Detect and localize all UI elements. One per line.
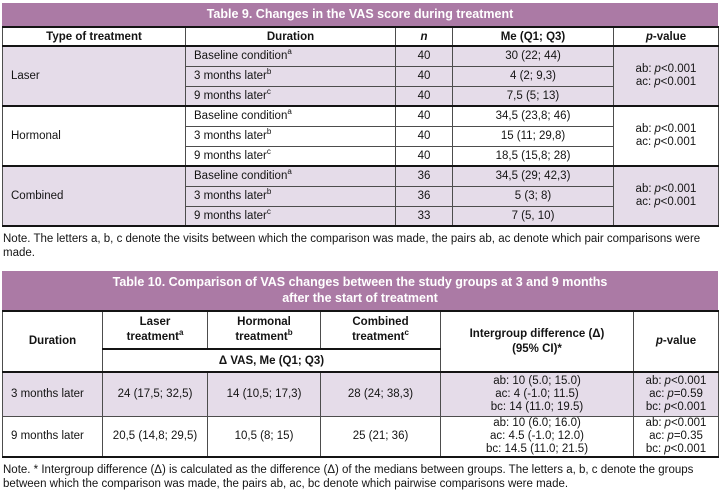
- treatment-line1: Hormonal: [237, 316, 291, 328]
- n-cell: 36: [396, 186, 453, 206]
- pair-label: ab:: [635, 123, 652, 135]
- col-header-type-of-treatment: Type of treatment: [3, 27, 186, 46]
- table9-header: [3, 27, 719, 46]
- table9-title-bar: Table 9. Changes in the VAS score during treatment: [2, 3, 718, 26]
- p-symbol: p: [664, 442, 671, 455]
- pair-label: ab:: [635, 63, 652, 75]
- duration-cell: [186, 146, 396, 166]
- p-symbol: p: [654, 63, 661, 75]
- col-header-combined-treatment: [321, 311, 441, 349]
- p-val: <0.001: [660, 196, 697, 208]
- me-cell: 7 (5, 10): [453, 206, 614, 226]
- n-cell: 40: [396, 46, 453, 66]
- me-cell: 15 (11; 29,8): [453, 126, 614, 146]
- table10-title-line1: Table 10. Comparison of VAS changes between the study groups at 3 and 9 months: [112, 275, 608, 289]
- combined-value-cell: 25 (21; 36): [321, 416, 441, 457]
- n-cell: 40: [396, 86, 453, 106]
- p-value-cell: [634, 372, 719, 416]
- p-val: <0.001: [660, 123, 697, 135]
- duration-label: 3 months later: [194, 70, 267, 82]
- duration-cell: [186, 166, 396, 186]
- me-cell: 18,5 (15,8; 28): [453, 146, 614, 166]
- duration-cell: 9 months later: [3, 416, 103, 457]
- pair-label: ac:: [649, 429, 665, 442]
- intergroup-line: ac: 4.5 (-1.0; 12.0): [490, 429, 584, 442]
- table9-body: [3, 46, 719, 226]
- p-line: [637, 430, 715, 443]
- n-cell: 40: [396, 126, 453, 146]
- p-symbol: p: [654, 183, 661, 195]
- duration-cell: [186, 86, 396, 106]
- footnote-sup: a: [178, 328, 184, 338]
- intergroup-line: ab: 10 (5.0; 15.0): [493, 374, 581, 387]
- me-cell: 4 (2; 9,3): [453, 66, 614, 86]
- pair-label: ab:: [635, 183, 652, 195]
- duration-cell: [186, 126, 396, 146]
- p-line: [617, 76, 715, 89]
- p-val: <0.001: [660, 63, 697, 75]
- n-cell: 40: [396, 66, 453, 86]
- col-header-laser-treatment: [103, 311, 208, 349]
- treatment-line1: Combined: [352, 316, 409, 328]
- combined-value-cell: 28 (24; 38,3): [321, 372, 441, 416]
- table-9: [2, 26, 719, 227]
- treatment-cell: Laser: [3, 46, 186, 106]
- treatment-line2: [106, 330, 204, 345]
- p-val: <0.001: [660, 183, 697, 195]
- p-line: [637, 388, 715, 401]
- pair-label: bc:: [645, 400, 662, 413]
- footnote-sup: c: [266, 86, 271, 96]
- pair-label: ac:: [635, 76, 652, 88]
- p-line: [637, 443, 715, 456]
- n-cell: 40: [396, 106, 453, 126]
- col-header-delta-vas: Δ VAS, Me (Q1; Q3): [103, 349, 441, 372]
- p-val: <0.001: [660, 76, 697, 88]
- footnote-sup: b: [266, 67, 272, 77]
- p-symbol: p: [667, 387, 674, 400]
- p-line: [617, 63, 715, 76]
- n-cell: 40: [396, 146, 453, 166]
- p-value-cell: [614, 106, 719, 166]
- p-symbol: p: [654, 123, 661, 135]
- p-symbol: p: [654, 196, 661, 208]
- table10-header-row1: [3, 311, 719, 349]
- treatment-cell: Hormonal: [3, 106, 186, 166]
- p-value-suffix: -value: [652, 30, 687, 43]
- treatment-word: treatment: [235, 331, 288, 343]
- duration-label: Baseline condition: [194, 170, 288, 183]
- p-val: <0.001: [670, 416, 707, 429]
- p-line: [617, 183, 715, 196]
- footnote-sup: c: [404, 328, 409, 338]
- p-val: <0.001: [670, 442, 707, 455]
- footnote-sup: b: [266, 127, 272, 137]
- p-line: [637, 375, 715, 388]
- duration-label: Baseline condition: [194, 50, 288, 63]
- hormonal-value-cell: 10,5 (8; 15): [208, 416, 321, 457]
- pair-label: ab:: [645, 374, 662, 387]
- hormonal-value-cell: 14 (10,5; 17,3): [208, 372, 321, 416]
- intergroup-line1: Intergroup difference (Δ): [469, 327, 605, 340]
- me-cell: 5 (3; 8): [453, 186, 614, 206]
- table-10: [2, 310, 719, 458]
- intergroup-line: ac: 4 (-1.0; 11.5): [495, 387, 579, 400]
- p-val: =0.59: [673, 387, 703, 400]
- pair-label: ac:: [649, 387, 665, 400]
- intergroup-cell: [441, 372, 634, 416]
- table-row: [3, 372, 719, 416]
- pair-label: ac:: [635, 136, 652, 148]
- col-header-n: [396, 27, 453, 46]
- duration-label: 9 months later: [194, 209, 267, 222]
- pair-label: ab:: [645, 416, 662, 429]
- treatment-line2: [324, 330, 437, 345]
- p-symbol: p: [654, 136, 661, 148]
- col-header-p-value: [614, 27, 719, 46]
- col-header-hormonal-treatment: [208, 311, 321, 349]
- table10-title-line2: after the start of treatment: [282, 291, 438, 305]
- col-header-duration: Duration: [186, 27, 396, 46]
- p-symbol: p: [654, 76, 661, 88]
- p-val: <0.001: [660, 136, 697, 148]
- duration-label: 9 months later: [194, 149, 267, 162]
- treatment-cell: Combined: [3, 166, 186, 226]
- col-header-me: Me (Q1; Q3): [453, 27, 614, 46]
- duration-cell: 3 months later: [3, 372, 103, 416]
- p-value-cell: [614, 166, 719, 226]
- p-value-suffix: -value: [662, 335, 697, 347]
- me-cell: 34,5 (29; 42,3): [453, 166, 614, 186]
- intergroup-line: bc: 14 (11.0; 19.5): [490, 400, 584, 413]
- p-line: [637, 401, 715, 414]
- p-line: [617, 196, 715, 209]
- p-value-cell: [634, 416, 719, 457]
- table9-note: Note. The letters a, b, c denote the visits between which the comparison was made, the pairs ab, ac denote which pair comparisons were made.: [3, 233, 701, 259]
- duration-label: 3 months later: [194, 190, 267, 202]
- footnote-sup: c: [266, 206, 271, 216]
- pair-label: bc:: [645, 442, 662, 455]
- table9-header-row: [3, 27, 719, 46]
- intergroup-line: ab: 10 (6.0; 16.0): [493, 416, 581, 429]
- me-cell: 34,5 (23,8; 46): [453, 106, 614, 126]
- n-cell: 33: [396, 206, 453, 226]
- footnote-sup: a: [287, 107, 292, 117]
- table-row: [3, 106, 719, 126]
- table10-title-bar: [2, 271, 718, 310]
- intergroup-line2: (95% CI)*: [512, 342, 562, 355]
- p-line: [617, 136, 715, 149]
- duration-label: 3 months later: [194, 130, 267, 142]
- table-row: [3, 46, 719, 66]
- duration-cell: [186, 46, 396, 66]
- footnote-sup: c: [266, 146, 271, 156]
- treatment-line1: Laser: [139, 316, 171, 328]
- treatment-word: treatment: [126, 331, 179, 343]
- footnote-sup: a: [287, 47, 292, 57]
- treatment-line2: [211, 330, 317, 345]
- p-symbol: p: [645, 30, 653, 43]
- n-symbol: n: [420, 30, 428, 43]
- col-header-duration: Duration: [3, 311, 103, 372]
- p-symbol: p: [664, 400, 671, 413]
- duration-cell: [186, 186, 396, 206]
- intergroup-line: bc: 14.5 (11.0; 21.5): [485, 442, 589, 455]
- duration-cell: [186, 66, 396, 86]
- table10-note: Note. * Intergroup difference (Δ) is calculated as the difference (Δ) of the medians between groups. The letters a, b, c denote the groups between which the comparison was made, the pairs ab, ac, bc denote which pairwise comparisons were made.: [3, 463, 694, 490]
- p-symbol: p: [664, 416, 671, 429]
- p-val: =0.35: [673, 429, 703, 442]
- footnote-sup: a: [287, 167, 292, 177]
- table10-header: [3, 311, 719, 372]
- table10-body: [3, 372, 719, 457]
- col-header-p-value: [634, 311, 719, 372]
- duration-cell: [186, 206, 396, 226]
- footnote-sup: b: [266, 187, 272, 197]
- p-symbol: p: [655, 335, 663, 347]
- n-cell: 36: [396, 166, 453, 186]
- me-cell: 7,5 (5; 13): [453, 86, 614, 106]
- p-line: [617, 123, 715, 136]
- pair-label: ac:: [635, 196, 652, 208]
- col-header-intergroup-difference: [441, 311, 634, 372]
- me-cell: 30 (22; 44): [453, 46, 614, 66]
- duration-label: Baseline condition: [194, 110, 288, 123]
- p-symbol: p: [667, 429, 674, 442]
- table-row: [3, 416, 719, 457]
- p-value-cell: [614, 46, 719, 106]
- laser-value-cell: 20,5 (14,8; 29,5): [103, 416, 208, 457]
- laser-value-cell: 24 (17,5; 32,5): [103, 372, 208, 416]
- intergroup-cell: [441, 416, 634, 457]
- treatment-word: treatment: [352, 331, 405, 343]
- p-line: [637, 417, 715, 430]
- footnote-sup: b: [287, 328, 293, 338]
- duration-cell: [186, 106, 396, 126]
- duration-label: 9 months later: [194, 89, 267, 102]
- table-row: [3, 166, 719, 186]
- p-val: <0.001: [670, 400, 707, 413]
- p-symbol: p: [664, 374, 671, 387]
- p-val: <0.001: [670, 374, 707, 387]
